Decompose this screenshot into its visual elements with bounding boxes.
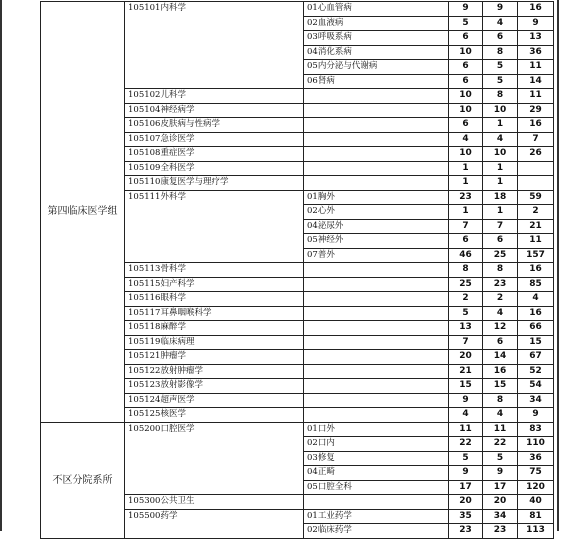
count-a-cell: 11: [449, 422, 483, 437]
count-c-cell: [518, 161, 554, 176]
count-c-cell: 36: [518, 451, 554, 466]
count-a-cell: 8: [449, 263, 483, 278]
count-c-cell: 14: [518, 74, 554, 89]
count-a-cell: 25: [449, 277, 483, 292]
enrollment-table-body: [41, 2, 554, 539]
count-c-cell: 75: [518, 466, 554, 481]
count-a-cell: 35: [449, 509, 483, 524]
count-a-cell: 46: [449, 248, 483, 263]
count-a-cell: 6: [449, 118, 483, 133]
count-c-cell: 40: [518, 495, 554, 510]
count-b-cell: 1: [483, 161, 518, 176]
direction-cell: [304, 147, 449, 162]
direction-cell: [304, 495, 449, 510]
major-cell: 105124超声医学: [125, 393, 304, 408]
count-b-cell: 12: [483, 321, 518, 336]
count-c-cell: 34: [518, 393, 554, 408]
count-c-cell: 15: [518, 335, 554, 350]
count-c-cell: 16: [518, 306, 554, 321]
count-a-cell: 6: [449, 234, 483, 249]
major-cell: 105125核医学: [125, 408, 304, 423]
direction-cell: [304, 132, 449, 147]
direction-cell: 03呼吸系病: [304, 31, 449, 46]
count-a-cell: 6: [449, 31, 483, 46]
direction-cell: 01口外: [304, 422, 449, 437]
count-a-cell: 20: [449, 350, 483, 365]
direction-cell: [304, 350, 449, 365]
major-cell: 105116眼科学: [125, 292, 304, 307]
count-c-cell: 7: [518, 132, 554, 147]
count-c-cell: 9: [518, 408, 554, 423]
count-c-cell: 29: [518, 103, 554, 118]
table-row: [41, 422, 554, 437]
count-b-cell: 4: [483, 306, 518, 321]
count-a-cell: 13: [449, 321, 483, 336]
major-cell: 105110康复医学与理疗学: [125, 176, 304, 191]
group-name-cell: 第四临床医学组: [41, 2, 125, 423]
direction-cell: 02血液病: [304, 16, 449, 31]
count-a-cell: 20: [449, 495, 483, 510]
major-cell: 105500药学: [125, 509, 304, 538]
count-a-cell: 4: [449, 408, 483, 423]
count-b-cell: 16: [483, 364, 518, 379]
major-cell: 105119临床病理: [125, 335, 304, 350]
count-b-cell: 23: [483, 524, 518, 539]
direction-cell: [304, 408, 449, 423]
count-c-cell: 13: [518, 31, 554, 46]
direction-cell: [304, 89, 449, 104]
direction-cell: 04正畸: [304, 466, 449, 481]
count-a-cell: 1: [449, 161, 483, 176]
count-c-cell: 11: [518, 89, 554, 104]
direction-cell: [304, 306, 449, 321]
count-b-cell: 9: [483, 2, 518, 17]
count-a-cell: 21: [449, 364, 483, 379]
major-cell: 105108重症医学: [125, 147, 304, 162]
count-b-cell: 8: [483, 263, 518, 278]
count-c-cell: 83: [518, 422, 554, 437]
count-b-cell: 8: [483, 89, 518, 104]
direction-cell: [304, 393, 449, 408]
direction-cell: 05内分泌与代谢病: [304, 60, 449, 75]
count-b-cell: 7: [483, 219, 518, 234]
count-b-cell: 34: [483, 509, 518, 524]
count-a-cell: 10: [449, 103, 483, 118]
count-c-cell: 11: [518, 60, 554, 75]
count-b-cell: 2: [483, 292, 518, 307]
count-b-cell: 15: [483, 379, 518, 394]
count-c-cell: 110: [518, 437, 554, 452]
major-cell: 105118麻醉学: [125, 321, 304, 336]
direction-cell: 03修复: [304, 451, 449, 466]
direction-cell: [304, 263, 449, 278]
direction-cell: 01工业药学: [304, 509, 449, 524]
count-b-cell: 14: [483, 350, 518, 365]
count-c-cell: 85: [518, 277, 554, 292]
count-a-cell: 1: [449, 205, 483, 220]
major-cell: 105109全科医学: [125, 161, 304, 176]
count-a-cell: 10: [449, 89, 483, 104]
count-b-cell: 9: [483, 466, 518, 481]
major-cell: 105200口腔医学: [125, 422, 304, 495]
count-b-cell: 18: [483, 190, 518, 205]
count-c-cell: 16: [518, 118, 554, 133]
count-c-cell: 11: [518, 234, 554, 249]
direction-cell: 02心外: [304, 205, 449, 220]
direction-cell: 01胸外: [304, 190, 449, 205]
count-c-cell: 67: [518, 350, 554, 365]
direction-cell: [304, 176, 449, 191]
major-cell: 105122放射肿瘤学: [125, 364, 304, 379]
direction-cell: [304, 321, 449, 336]
count-c-cell: [518, 176, 554, 191]
count-b-cell: 22: [483, 437, 518, 452]
count-a-cell: 15: [449, 379, 483, 394]
count-a-cell: 9: [449, 466, 483, 481]
major-cell: 105115妇产科学: [125, 277, 304, 292]
count-a-cell: 1: [449, 176, 483, 191]
major-cell: 105104神经病学: [125, 103, 304, 118]
direction-cell: [304, 103, 449, 118]
direction-cell: [304, 118, 449, 133]
count-a-cell: 10: [449, 147, 483, 162]
count-a-cell: 17: [449, 480, 483, 495]
count-a-cell: 5: [449, 306, 483, 321]
count-c-cell: 54: [518, 379, 554, 394]
count-b-cell: 4: [483, 16, 518, 31]
direction-cell: 01心血管病: [304, 2, 449, 17]
count-a-cell: 22: [449, 437, 483, 452]
direction-cell: 05神经外: [304, 234, 449, 249]
major-cell: 105107急诊医学: [125, 132, 304, 147]
count-a-cell: 6: [449, 60, 483, 75]
count-a-cell: 23: [449, 524, 483, 539]
count-c-cell: 113: [518, 524, 554, 539]
count-a-cell: 6: [449, 74, 483, 89]
count-b-cell: 8: [483, 45, 518, 60]
direction-cell: [304, 292, 449, 307]
count-c-cell: 2: [518, 205, 554, 220]
count-c-cell: 59: [518, 190, 554, 205]
count-c-cell: 52: [518, 364, 554, 379]
count-c-cell: 16: [518, 263, 554, 278]
enrollment-table: [40, 1, 554, 539]
page-left-border: [0, 0, 2, 531]
count-b-cell: 5: [483, 60, 518, 75]
major-cell: 105101内科学: [125, 2, 304, 89]
count-c-cell: 16: [518, 2, 554, 17]
count-a-cell: 10: [449, 45, 483, 60]
count-c-cell: 36: [518, 45, 554, 60]
major-cell: 105121肿瘤学: [125, 350, 304, 365]
count-a-cell: 9: [449, 393, 483, 408]
count-b-cell: 17: [483, 480, 518, 495]
count-b-cell: 5: [483, 451, 518, 466]
count-c-cell: 66: [518, 321, 554, 336]
count-b-cell: 8: [483, 393, 518, 408]
major-cell: 105123放射影像学: [125, 379, 304, 394]
count-a-cell: 7: [449, 335, 483, 350]
count-c-cell: 21: [518, 219, 554, 234]
count-a-cell: 9: [449, 2, 483, 17]
count-b-cell: 1: [483, 176, 518, 191]
count-b-cell: 6: [483, 335, 518, 350]
direction-cell: 07普外: [304, 248, 449, 263]
direction-cell: [304, 379, 449, 394]
count-c-cell: 81: [518, 509, 554, 524]
count-c-cell: 157: [518, 248, 554, 263]
count-a-cell: 2: [449, 292, 483, 307]
count-b-cell: 6: [483, 234, 518, 249]
count-b-cell: 20: [483, 495, 518, 510]
count-b-cell: 1: [483, 205, 518, 220]
count-b-cell: 25: [483, 248, 518, 263]
count-a-cell: 7: [449, 219, 483, 234]
count-b-cell: 10: [483, 147, 518, 162]
group-name-cell: 不区分院系所: [41, 422, 125, 538]
count-c-cell: 9: [518, 16, 554, 31]
count-a-cell: 4: [449, 132, 483, 147]
count-c-cell: 120: [518, 480, 554, 495]
major-cell: 105106皮肤病与性病学: [125, 118, 304, 133]
count-b-cell: 23: [483, 277, 518, 292]
direction-cell: 02临床药学: [304, 524, 449, 539]
count-b-cell: 11: [483, 422, 518, 437]
count-b-cell: 6: [483, 31, 518, 46]
major-cell: 105117耳鼻咽喉科学: [125, 306, 304, 321]
major-cell: 105300公共卫生: [125, 495, 304, 510]
count-a-cell: 5: [449, 16, 483, 31]
count-a-cell: 5: [449, 451, 483, 466]
major-cell: 105111外科学: [125, 190, 304, 263]
count-b-cell: 4: [483, 132, 518, 147]
count-b-cell: 4: [483, 408, 518, 423]
count-c-cell: 26: [518, 147, 554, 162]
table-row: [41, 2, 554, 17]
count-b-cell: 1: [483, 118, 518, 133]
direction-cell: 04消化系病: [304, 45, 449, 60]
major-cell: 105102儿科学: [125, 89, 304, 104]
direction-cell: [304, 335, 449, 350]
direction-cell: 06肾病: [304, 74, 449, 89]
direction-cell: 02口内: [304, 437, 449, 452]
direction-cell: [304, 161, 449, 176]
page-right-border: [557, 0, 559, 531]
direction-cell: 04泌尿外: [304, 219, 449, 234]
direction-cell: [304, 277, 449, 292]
direction-cell: [304, 364, 449, 379]
major-cell: 105113骨科学: [125, 263, 304, 278]
count-c-cell: 4: [518, 292, 554, 307]
count-a-cell: 23: [449, 190, 483, 205]
count-b-cell: 10: [483, 103, 518, 118]
direction-cell: 05口腔全科: [304, 480, 449, 495]
count-b-cell: 5: [483, 74, 518, 89]
